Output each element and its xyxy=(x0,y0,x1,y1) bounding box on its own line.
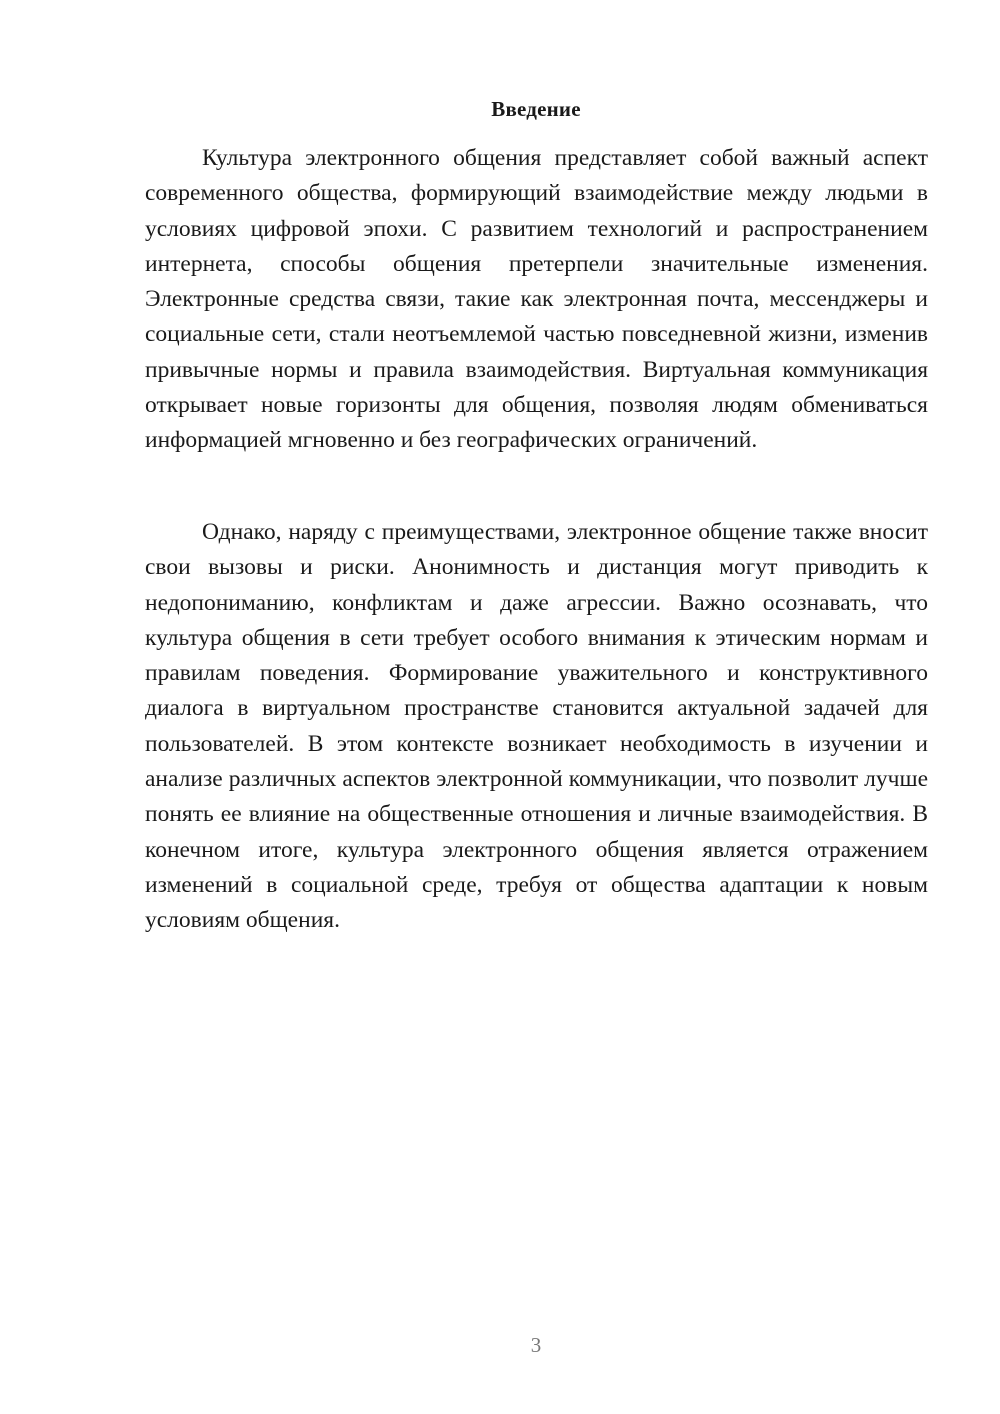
section-heading: Введение xyxy=(491,97,581,121)
paragraph-block-2 xyxy=(145,515,928,939)
paragraph-block-1 xyxy=(145,141,928,459)
page-number: 3 xyxy=(530,1333,542,1357)
paragraph-1: Культура электронного общения представляет собой важный аспект современного общества, формирующий взаимодействие между людьми в условиях цифровой эпохи. С развитием технологий и распространением интернета, способы общения претерпели значительные изменения. Электронные средства связи, такие как электронная почта, мессенджеры и социальные сети, стали неотъемлемой частью повседневной жизни, изменив привычные нормы и правила взаимодействия. Виртуальная коммуникация открывает новые горизонты для общения, позволяя людям обмениваться информацией мгновенно и без географических ограничений. xyxy=(145,145,928,454)
paragraph-2: Однако, наряду с преимуществами, электронное общение также вносит свои вызовы и риски. Анонимность и дистанция могут приводить к недопониманию, конфликтам и даже агрессии. Важно осознавать, что культура общения в сети требует особого внимания к этическим нормам и правилам поведения. Формирование уважительного и конструктивного диалога в виртуальном пространстве становится актуальной задачей для пользователей. В этом контексте возникает необходимость в изучении и анализе различных аспектов электронной коммуникации, что позволит лучше понять ее влияние на общественные отношения и личные взаимодействия. В конечном итоге, культура электронного общения является отражением изменений в социальной среде, требуя от общества адаптации к новым условиям общения. xyxy=(145,519,928,934)
